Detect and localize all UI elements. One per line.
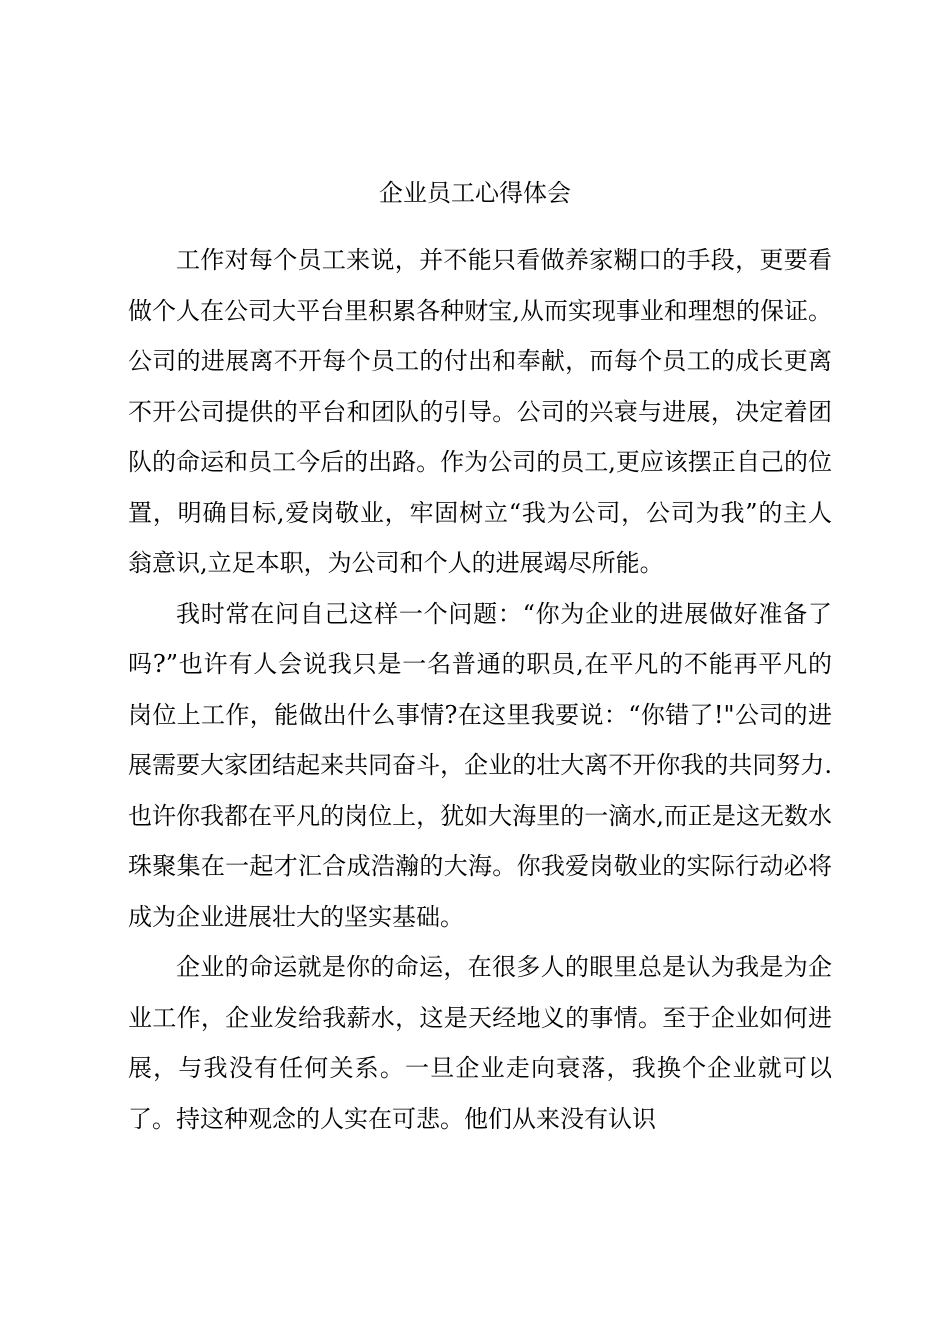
paragraph-2: 我时常在问自己这样一个问题：“你为企业的进展做好准备了吗?”也许有人会说我只是一名普通的职员,在平凡的不能再平凡的岗位上工作，能做出什么事情?在这里我要说：“你错了!"公司的进展需要大家团结起来共同奋斗，企业的壮大离不开你我的共同努力.也许你我都在平凡的岗位上，犹如大海里的一滴水,而正是这无数水珠聚集在一起才汇合成浩瀚的大海。你我爱岗敬业的实际行动必将成为企业进展壮大的坚实基础。 [128, 599, 832, 931]
document-body [128, 235, 832, 1144]
paragraph-3: 企业的命运就是你的命运，在很多人的眼里总是认为我是为企业工作，企业发给我薪水，这是天经地义的事情。至于企业如何进展，与我没有任何关系。一旦企业走向衰落，我换个企业就可以了。持这种观念的人实在可悲。他们从来没有认识 [128, 953, 832, 1133]
document-title: 企业员工心得体会 [379, 179, 571, 207]
paragraph-1: 工作对每个员工来说，并不能只看做养家糊口的手段，更要看做个人在公司大平台里积累各种财宝,从而实现事业和理想的保证。公司的进展离不开每个员工的付出和奉献，而每个员工的成长更离不开公司提供的平台和团队的引导。公司的兴衰与进展，决定着团队的命运和员工今后的出路。作为公司的员工,更应该摆正自己的位置，明确目标,爱岗敬业，牢固树立“我为公司，公司为我”的主人翁意识,立足本职，为公司和个人的进展竭尽所能。 [128, 246, 832, 577]
